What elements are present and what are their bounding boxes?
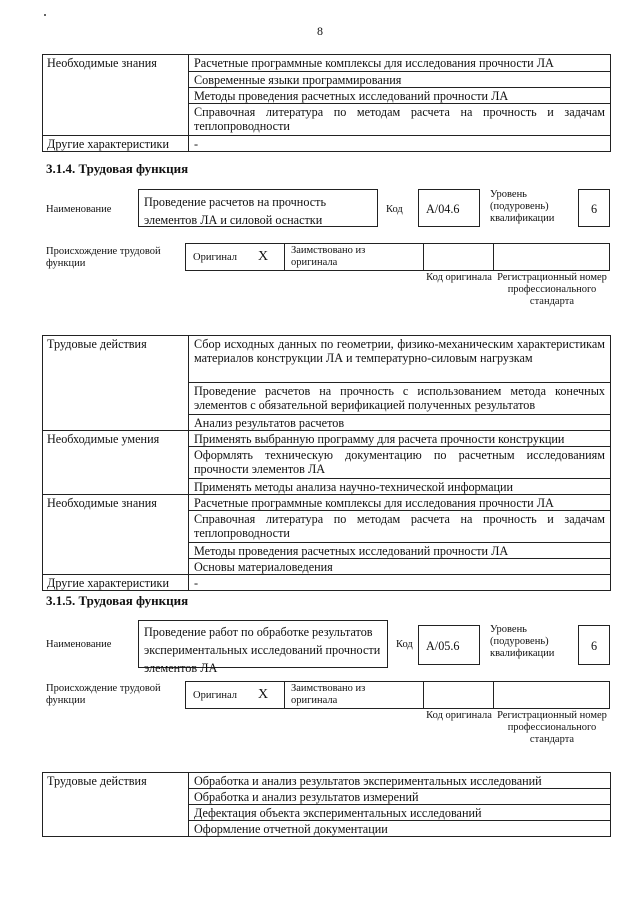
table-cell: Анализ результатов расчетов: [189, 415, 611, 431]
row-label: Другие характеристики: [43, 575, 189, 591]
name-label: Наименование: [46, 639, 112, 650]
original-mark: X: [258, 249, 269, 264]
table-cell: Оформление отчетной документации: [189, 821, 611, 837]
code-box: [418, 625, 480, 665]
function-name: Проведение расчетов на прочность элементов ЛА и силовой оснастки: [144, 195, 327, 227]
table-cell: Расчетные программные комплексы для исследования прочности ЛА: [189, 495, 611, 511]
row-label: Другие характеристики: [43, 136, 189, 152]
table-cell: Методы проведения расчетных исследований прочности ЛА: [189, 543, 611, 559]
row-label: Необходимые знания: [43, 495, 189, 575]
code-original-caption: Код оригинала: [426, 272, 492, 283]
reg-number-cell: [493, 681, 610, 709]
section-heading: 3.1.4. Трудовая функция: [46, 161, 189, 176]
row-label: Необходимые умения: [43, 431, 189, 495]
row-label: Трудовые действия: [43, 336, 189, 431]
table-cell: Основы материаловедения: [189, 559, 611, 575]
reg-number-caption: Регистрационный номер профессионального стандарта: [497, 272, 607, 307]
table-cell: Применять выбранную программу для расчета прочности конструкции: [189, 431, 611, 447]
table-cell: Справочная литература по методам расчета на прочность и задачам теплопроводности: [189, 511, 611, 543]
original-cell: [185, 681, 285, 709]
level-value: 6: [590, 639, 598, 653]
code-label: Код: [396, 639, 413, 650]
original-mark: X: [258, 687, 269, 702]
origin-label: Происхождение трудовой функции: [46, 246, 161, 269]
function-314-table: [42, 335, 611, 591]
code-value: A/04.6: [426, 202, 460, 216]
origin-label: Происхождение трудовой функции: [46, 683, 161, 706]
table-cell: Дефектация объекта экспериментальных исследований: [189, 805, 611, 821]
function-name: Проведение работ по обработке результатов экспериментальных исследований прочности элементов ЛА: [144, 625, 381, 675]
table-cell: Проведение расчетов на прочность с использованием метода конечных элементов с обязательной верификацией полученных результатов: [189, 383, 611, 415]
level-value: 6: [590, 202, 598, 216]
reg-number-cell: [493, 243, 610, 271]
code-label: Код: [386, 204, 403, 215]
level-label: Уровень (подуровень) квалификации: [490, 624, 555, 659]
row-label: Трудовые действия: [43, 773, 189, 837]
code-original-cell: [423, 681, 494, 709]
original-cell: [185, 243, 285, 271]
code-value: A/05.6: [426, 639, 460, 653]
table-cell: Сбор исходных данных по геометрии, физико-механическим характеристикам материалов конструкции ЛА и температурно-силовым нагрузкам: [189, 336, 611, 383]
original-label: Оригинал: [193, 252, 237, 263]
table-cell: Методы проведения расчетных исследований прочности ЛА: [189, 88, 611, 104]
table-cell: Оформлять техническую документацию по расчетным исследованиям прочности элементов ЛА: [189, 447, 611, 479]
table-cell: Расчетные программные комплексы для исследования прочности ЛА: [189, 55, 611, 72]
code-original-caption: Код оригинала: [426, 710, 492, 721]
function-315-table: [42, 772, 611, 837]
row-label: Необходимые знания: [43, 55, 189, 136]
borrowed-cell: [284, 243, 424, 271]
table-cell: Современные языки программирования: [189, 72, 611, 88]
borrowed-label: Заимствовано из оригинала: [291, 245, 366, 268]
page-number: 8: [317, 24, 323, 38]
level-box: [578, 189, 610, 227]
borrowed-cell: [284, 681, 424, 709]
table-cell: Обработка и анализ результатов экспериментальных исследований: [189, 773, 611, 789]
table-cell: Справочная литература по методам расчета на прочность и задачам теплопроводности: [189, 104, 611, 136]
level-box: [578, 625, 610, 665]
reg-number-caption: Регистрационный номер профессионального стандарта: [497, 710, 607, 745]
name-label: Наименование: [46, 204, 112, 215]
borrowed-label: Заимствовано из оригинала: [291, 683, 366, 706]
code-original-cell: [423, 243, 494, 271]
table-cell: -: [189, 575, 611, 591]
original-label: Оригинал: [193, 690, 237, 701]
code-box: [418, 189, 480, 227]
table-cell: Применять методы анализа научно-технической информации: [189, 479, 611, 495]
top-knowledge-table: [42, 54, 611, 152]
name-box: [138, 189, 378, 227]
table-cell: -: [189, 136, 611, 152]
scan-dot: [44, 14, 46, 16]
name-box: [138, 620, 388, 675]
level-label: Уровень (подуровень) квалификации: [490, 189, 555, 224]
table-cell: Обработка и анализ результатов измерений: [189, 789, 611, 805]
section-heading: 3.1.5. Трудовая функция: [46, 593, 189, 608]
